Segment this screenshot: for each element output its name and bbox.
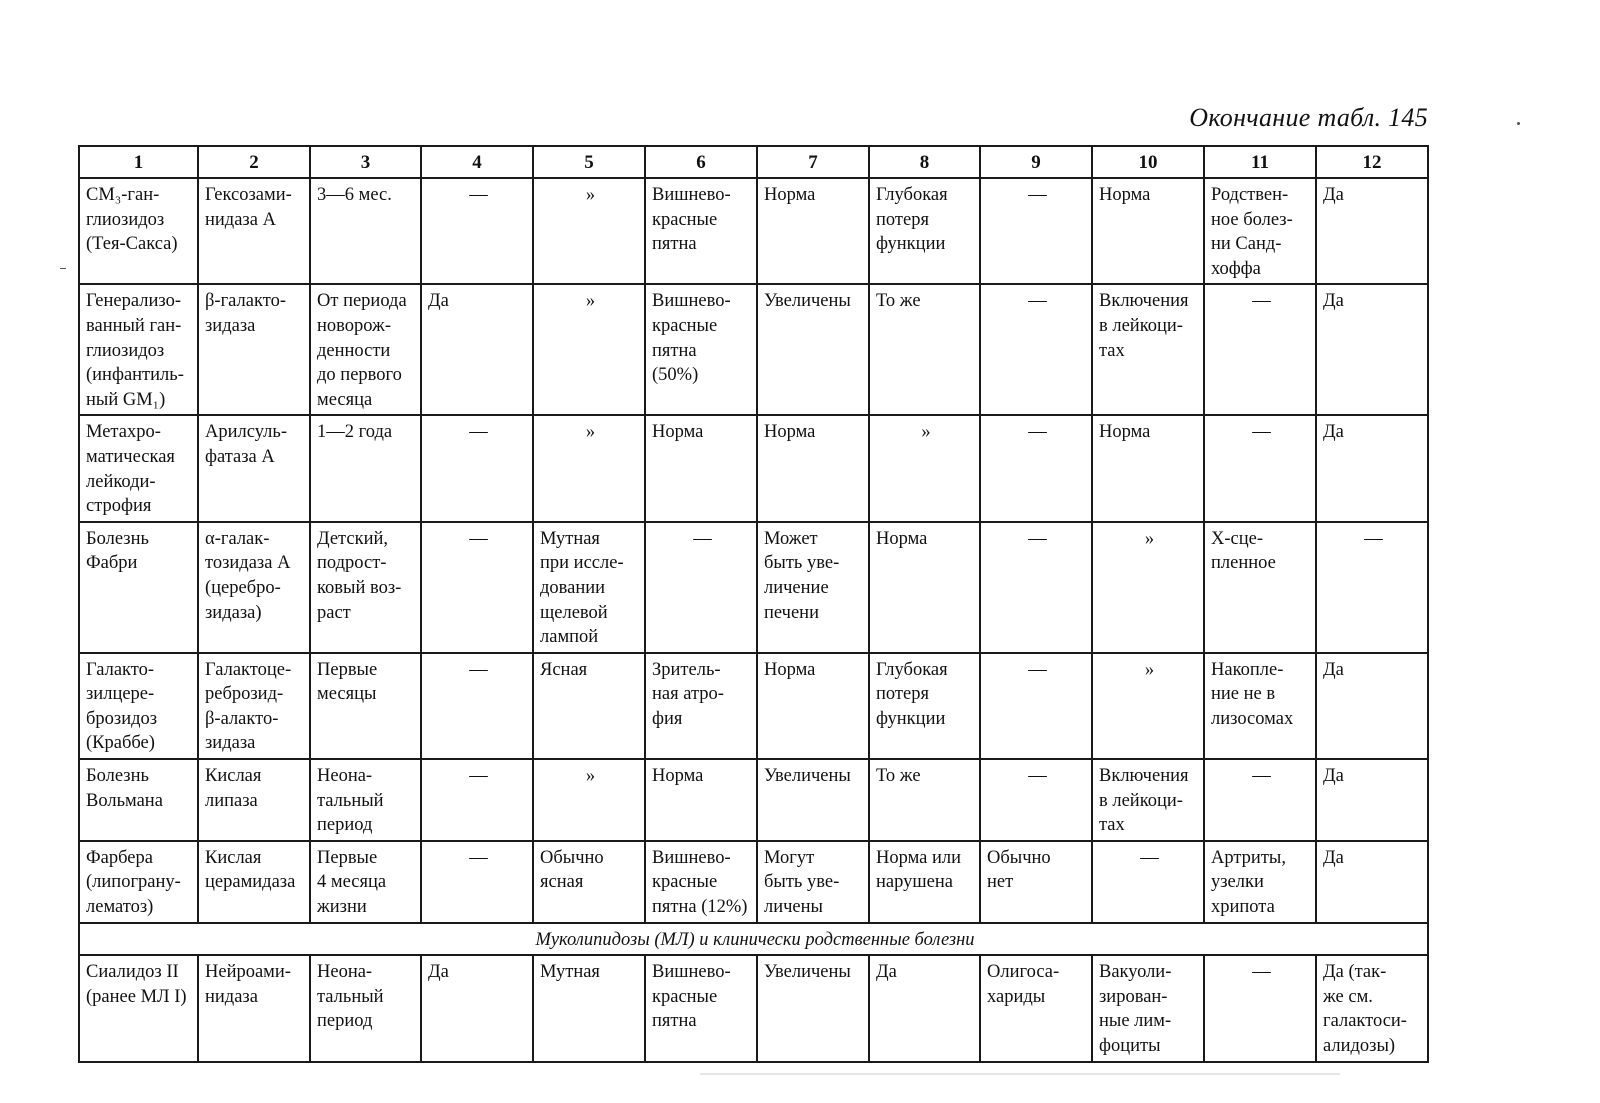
- table-cell: Неона- тальный период: [310, 759, 421, 841]
- table-cell: Зритель- ная атро- фия: [645, 653, 757, 759]
- table-cell: »: [533, 415, 645, 521]
- table-cell: Артриты, узелки хрипота: [1204, 841, 1316, 923]
- table-cell: Мутная при иссле- довании щелевой лампой: [533, 522, 645, 653]
- table-cell: Норма или нарушена: [869, 841, 980, 923]
- table-cell: Галакто- зилцере- брозидоз (Краббе): [79, 653, 198, 759]
- table-cell: Да: [1316, 759, 1428, 841]
- table-cell: —: [980, 653, 1092, 759]
- header-cell: 4: [421, 146, 533, 178]
- table-cell: —: [980, 178, 1092, 284]
- table-cell: —: [1204, 955, 1316, 1061]
- table-cell: Родствен- ное болез- ни Санд- хоффа: [1204, 178, 1316, 284]
- table-cell: Да: [1316, 415, 1428, 521]
- table-row: [79, 522, 1428, 653]
- table-row: [79, 284, 1428, 415]
- table-cell: Могут быть уве- личены: [757, 841, 869, 923]
- table-cell: Гексозами- нидаза А: [198, 178, 310, 284]
- header-row: [79, 146, 1428, 178]
- scan-speck: [1517, 122, 1520, 125]
- table-row: [79, 955, 1428, 1061]
- table-cell: α-галак- тозидаза А (церебро- зидаза): [198, 522, 310, 653]
- table-cell: Норма: [869, 522, 980, 653]
- table-cell: »: [1092, 522, 1204, 653]
- table-cell: —: [645, 522, 757, 653]
- table-cell: Вишнево- красные пятна (50%): [645, 284, 757, 415]
- table-cell: Кислая липаза: [198, 759, 310, 841]
- table-cell: От периода новорож- денности до первого месяца: [310, 284, 421, 415]
- header-cell: 11: [1204, 146, 1316, 178]
- table-cell: Норма: [757, 653, 869, 759]
- table-cell: β-галакто- зидаза: [198, 284, 310, 415]
- table-cell: Первые 4 месяца жизни: [310, 841, 421, 923]
- table-cell: —: [421, 178, 533, 284]
- table-cell: Обычно нет: [980, 841, 1092, 923]
- section-row: [79, 923, 1428, 956]
- table-cell: Включения в лейкоци- тах: [1092, 759, 1204, 841]
- table-cell: —: [1092, 841, 1204, 923]
- table-cell: —: [421, 522, 533, 653]
- header-cell: 7: [757, 146, 869, 178]
- table-cell: Болезнь Фабри: [79, 522, 198, 653]
- table-row: [79, 759, 1428, 841]
- table-cell: —: [980, 284, 1092, 415]
- table-cell: Да: [1316, 178, 1428, 284]
- table-cell: —: [421, 841, 533, 923]
- table-cell: 1—2 года: [310, 415, 421, 521]
- table-cell: »: [1092, 653, 1204, 759]
- table-row: [79, 841, 1428, 923]
- table-cell: »: [533, 284, 645, 415]
- table-row: [79, 653, 1428, 759]
- table-cell: Метахро- матическая лейкоди- строфия: [79, 415, 198, 521]
- table-cell: Глубокая потеря функции: [869, 178, 980, 284]
- header-cell: 1: [79, 146, 198, 178]
- table-cell: —: [1204, 759, 1316, 841]
- table-cell: CM₃-ган- глиозидоз (Тея-Сакса): [79, 178, 198, 284]
- header-cell: 2: [198, 146, 310, 178]
- scan-speck: [60, 268, 66, 269]
- table-cell: Увеличены: [757, 759, 869, 841]
- table-cell: Да (так- же см. галактоси- алидозы): [1316, 955, 1428, 1061]
- table-cell: Норма: [645, 415, 757, 521]
- table-cell: Детский, подрост- ковый воз- раст: [310, 522, 421, 653]
- table-cell: Фарбера (липограну- лематоз): [79, 841, 198, 923]
- table-cell: —: [980, 759, 1092, 841]
- table-cell: Олигоса- хариды: [980, 955, 1092, 1061]
- table-cell: —: [1204, 415, 1316, 521]
- table-cell: »: [533, 178, 645, 284]
- table-cell: —: [980, 522, 1092, 653]
- table-cell: —: [421, 759, 533, 841]
- table-cell: —: [421, 653, 533, 759]
- table-cell: Норма: [757, 415, 869, 521]
- table-cell: Болезнь Вольмана: [79, 759, 198, 841]
- header-cell: 6: [645, 146, 757, 178]
- table-row: [79, 178, 1428, 284]
- table-cell: Обычно ясная: [533, 841, 645, 923]
- table-cell: Вишнево- красные пятна: [645, 955, 757, 1061]
- table-cell: Да: [869, 955, 980, 1061]
- header-cell: 9: [980, 146, 1092, 178]
- table-cell: —: [421, 415, 533, 521]
- table-cell: —: [1316, 522, 1428, 653]
- table-cell: —: [1204, 284, 1316, 415]
- table-cell: —: [980, 415, 1092, 521]
- scan-artifact: [700, 1073, 1340, 1075]
- header-cell: 10: [1092, 146, 1204, 178]
- table-cell: Мутная: [533, 955, 645, 1061]
- table-cell: Вишнево- красные пятна (12%): [645, 841, 757, 923]
- table-cell: Норма: [1092, 415, 1204, 521]
- table-cell: Накопле- ние не в лизосомах: [1204, 653, 1316, 759]
- table-cell: Х-сце- пленное: [1204, 522, 1316, 653]
- table-cell: Генерализо- ванный ган- глиозидоз (инфантиль- ный GM₁): [79, 284, 198, 415]
- table-cell: Да: [421, 955, 533, 1061]
- section-title: Муколипидозы (МЛ) и клинически родственные болезни: [79, 923, 1428, 956]
- table-cell: Да: [1316, 841, 1428, 923]
- header-cell: 12: [1316, 146, 1428, 178]
- table-cell: Первые месяцы: [310, 653, 421, 759]
- table-cell: Увеличены: [757, 284, 869, 415]
- table-cell: То же: [869, 284, 980, 415]
- table-cell: Глубокая потеря функции: [869, 653, 980, 759]
- table-cell: Увеличены: [757, 955, 869, 1061]
- table-cell: Кислая церамидаза: [198, 841, 310, 923]
- table-cell: Да: [421, 284, 533, 415]
- table-cell: Ясная: [533, 653, 645, 759]
- table-cell: Может быть уве- личение печени: [757, 522, 869, 653]
- table-cell: Норма: [1092, 178, 1204, 284]
- table-cell: Да: [1316, 653, 1428, 759]
- table-cell: 3—6 мес.: [310, 178, 421, 284]
- table-cell: Норма: [757, 178, 869, 284]
- disease-table: [78, 145, 1429, 1063]
- table-cell: Норма: [645, 759, 757, 841]
- table-cell: Нейроами- нидаза: [198, 955, 310, 1061]
- table-cell: Да: [1316, 284, 1428, 415]
- table-cell: Арилсуль- фатаза А: [198, 415, 310, 521]
- table-caption: Окончание табл. 145: [1189, 103, 1428, 132]
- table-cell: »: [869, 415, 980, 521]
- table-cell: Сиалидоз II (ранее МЛ I): [79, 955, 198, 1061]
- table-cell: Включения в лейкоци- тах: [1092, 284, 1204, 415]
- table-row: [79, 415, 1428, 521]
- table-cell: Галактоце- реброзид- β-алакто- зидаза: [198, 653, 310, 759]
- table-cell: Неона- тальный период: [310, 955, 421, 1061]
- header-cell: 3: [310, 146, 421, 178]
- table-cell: Вишнево- красные пятна: [645, 178, 757, 284]
- header-cell: 5: [533, 146, 645, 178]
- header-cell: 8: [869, 146, 980, 178]
- table-cell: Вакуоли- зирован- ные лим- фоциты: [1092, 955, 1204, 1061]
- table-cell: »: [533, 759, 645, 841]
- table-cell: То же: [869, 759, 980, 841]
